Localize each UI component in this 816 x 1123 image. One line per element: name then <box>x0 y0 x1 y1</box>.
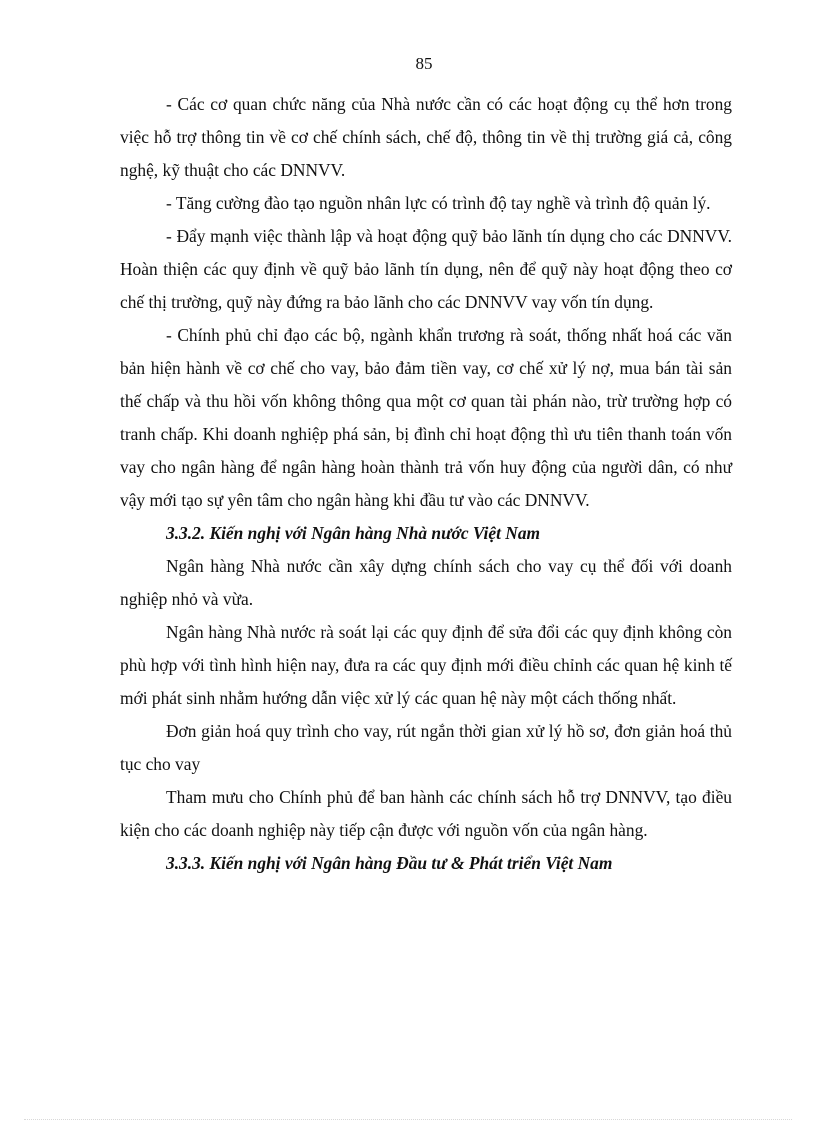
paragraph-training: - Tăng cường đào tạo nguồn nhân lực có trình độ tay nghề và trình độ quản lý. <box>166 193 711 213</box>
section-heading-3-3-3: 3.3.3. Kiến nghị với Ngân hàng Đầu tư & Phát triển Việt Nam <box>166 853 613 873</box>
paragraph-government-review: - Chính phủ chỉ đạo các bộ, ngành khẩn trương rà soát, thống nhất hoá các văn bản hiện hành về cơ chế cho vay, bảo đảm tiền vay, cơ chế xử lý nợ, mua bán tài sản thế chấp và thu hồi vốn không thông qua một cơ quan tài phán nào, trừ trường hợp có tranh chấp. Khi doanh nghiệp phá sản, bị đình chỉ hoạt động thì ưu tiên thanh toán vốn vay cho ngân hàng để ngân hàng hoàn thành trả vốn huy động của người dân, có như vậy mới tạo sự yên tâm cho ngân hàng khi đầu tư vào các DNNVV. <box>120 325 732 510</box>
paragraph-regulation-review: Ngân hàng Nhà nước rà soát lại các quy định để sửa đổi các quy định không còn phù hợp với tình hình hiện nay, đưa ra các quy định mới điều chỉnh các quan hệ kinh tế mới phát sinh nhằm hướng dẫn việc xử lý các quan hệ này một cách thống nhất. <box>120 622 732 708</box>
paragraph-info-support: - Các cơ quan chức năng của Nhà nước cần có các hoạt động cụ thể hơn trong việc hỗ trợ thông tin về cơ chế chính sách, chế độ, thông tin về thị trường giá cả, công nghệ, kỹ thuật cho các DNNVV. <box>120 94 732 180</box>
page-content <box>120 88 732 880</box>
paragraph-advise-government: Tham mưu cho Chính phủ để ban hành các chính sách hỗ trợ DNNVV, tạo điều kiện cho các doanh nghiệp này tiếp cận được với nguồn vốn của ngân hàng. <box>120 787 732 840</box>
section-heading-3-3-2: 3.3.2. Kiến nghị với Ngân hàng Nhà nước Việt Nam <box>166 523 541 543</box>
bottom-divider <box>24 1119 792 1120</box>
paragraph-lending-policy: Ngân hàng Nhà nước cần xây dựng chính sách cho vay cụ thể đối với doanh nghiệp nhỏ và vừa. <box>120 556 732 609</box>
paragraph-simplify-procedures: Đơn giản hoá quy trình cho vay, rút ngắn thời gian xử lý hồ sơ, đơn giản hoá thủ tục cho vay <box>120 721 732 774</box>
page-number: 85 <box>415 54 433 73</box>
paragraph-credit-guarantee-fund: - Đẩy mạnh việc thành lập và hoạt động quỹ bảo lãnh tín dụng cho các DNNVV. Hoàn thiện các quy định về quỹ bảo lãnh tín dụng, nên để quỹ này hoạt động theo cơ chế thị trường, quỹ này đứng ra bảo lãnh cho các DNNVV vay vốn tín dụng. <box>120 226 732 312</box>
